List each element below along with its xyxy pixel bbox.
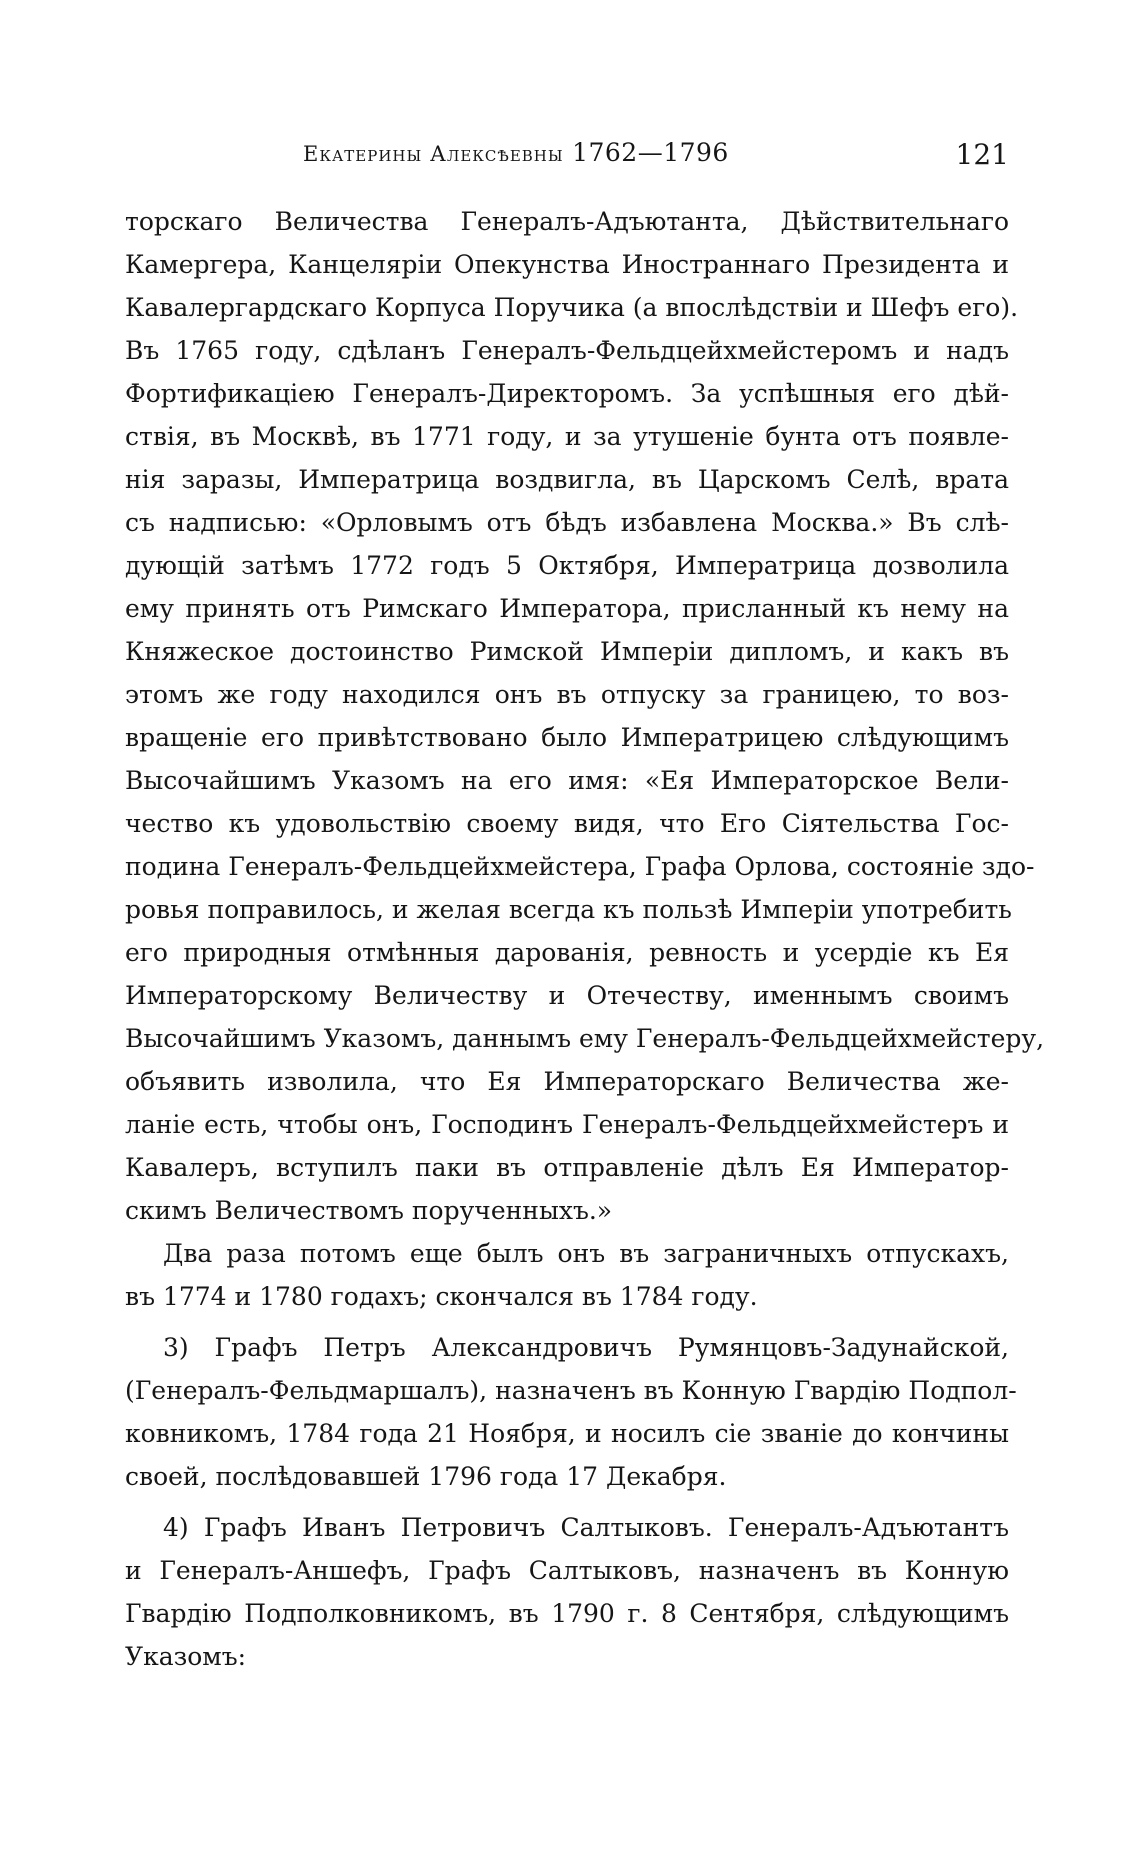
text-line: и Генералъ-Аншефъ, Графъ Салтыковъ, назначенъ въ Конную — [125, 1556, 1009, 1585]
text-line: съ надписью: «Орловымъ отъ бѣдъ избавлена Москва.» Въ слѣ- — [125, 508, 1009, 537]
text-line: этомъ же году находился онъ въ отпуску за границею, то воз- — [125, 680, 1009, 709]
text-line: 3) Графъ Петръ Александровичъ Румянцовъ-Задунайской, — [163, 1333, 1009, 1362]
text-line: нія заразы, Императрица воздвигла, въ Царскомъ Селѣ, врата — [125, 465, 1009, 494]
text-line: Кавалергардскаго Корпуса Поручика (а впослѣдствіи и Шефъ его). — [125, 293, 1019, 322]
text-line: ствія, въ Москвѣ, въ 1771 году, и за утушеніе бунта отъ появле- — [125, 422, 1009, 451]
running-head — [303, 138, 729, 167]
text-line: Высочайшимъ Указомъ на его имя: «Ея Императорское Вели- — [125, 766, 1009, 795]
text-line: Два раза потомъ еще былъ онъ въ заграничныхъ отпускахъ, — [163, 1239, 1009, 1268]
text-line: 4) Графъ Иванъ Петровичъ Салтыковъ. Генералъ-Адъютантъ — [163, 1513, 1009, 1542]
text-line: Указомъ: — [125, 1642, 247, 1671]
text-line: торскаго Величества Генералъ-Адъютанта, Дѣйствительнаго — [125, 207, 1009, 236]
text-line: ковникомъ, 1784 года 21 Ноября, и носилъ сіе званіе до кончины — [125, 1419, 1009, 1448]
body-text — [125, 200, 1045, 1678]
text-line: дующій затѣмъ 1772 годъ 5 Октября, Императрица дозволила — [125, 551, 1009, 580]
text-line: своей, послѣдовавшей 1796 года 17 Декабря. — [125, 1462, 727, 1491]
text-line: Императорскому Величеству и Отечеству, именнымъ своимъ — [125, 981, 1009, 1010]
text-line: (Генералъ-Фельдмаршалъ), назначенъ въ Конную Гвардію Подпол- — [125, 1376, 1017, 1405]
text-line: вращеніе его привѣтствовано было Императрицею слѣдующимъ — [125, 723, 1009, 752]
paragraph-gap — [125, 1498, 1009, 1506]
text-line: скимъ Величествомъ порученныхъ.» — [125, 1196, 613, 1225]
text-line: объявить изволила, что Ея Императорскаго Величества же- — [125, 1067, 1009, 1096]
text-line: Фортификаціею Генералъ-Директоромъ. За успѣшныя его дѣй- — [125, 379, 1009, 408]
text-line: ланіе есть, чтобы онъ, Господинъ Генералъ-Фельдцейхмейстеръ и — [125, 1110, 1009, 1139]
running-head-title: Екатерины Алексѣевны — [303, 142, 564, 166]
text-line: ему принять отъ Римскаго Императора, присланный къ нему на — [125, 594, 1009, 623]
text-line: Камергера, Канцеляріи Опекунства Иностраннаго Президента и — [125, 250, 1009, 279]
text-line: въ 1774 и 1780 годахъ; скончался въ 1784 году. — [125, 1282, 758, 1311]
text-line: Кавалеръ, вступилъ паки въ отправленіе дѣлъ Ея Император- — [125, 1153, 1009, 1182]
page-header — [125, 138, 1009, 178]
running-head-years: 1762—1796 — [572, 138, 729, 167]
text-line: подина Генералъ-Фельдцейхмейстера, Графа Орлова, состояніе здо- — [125, 852, 1035, 881]
text-line: ровья поправилось, и желая всегда къ пользѣ Имперіи употребить — [125, 895, 1012, 924]
text-line: его природныя отмѣнныя дарованія, ревность и усердіе къ Ея — [125, 938, 1009, 967]
text-line: чество къ удовольствію своему видя, что Его Сіятельства Гос- — [125, 809, 1009, 838]
text-line: Гвардію Подполковникомъ, въ 1790 г. 8 Сентября, слѣдующимъ — [125, 1599, 1009, 1628]
text-line: Княжеское достоинство Римской Имперіи дипломъ, и какъ въ — [125, 637, 1009, 666]
text-line: Высочайшимъ Указомъ, даннымъ ему Генералъ-Фельдцейхмейстеру, — [125, 1024, 1045, 1053]
page-number: 121 — [955, 138, 1009, 171]
paragraph-gap — [125, 1318, 1009, 1326]
text-line: Въ 1765 году, сдѣланъ Генералъ-Фельдцейхмейстеромъ и надъ — [125, 336, 1009, 365]
